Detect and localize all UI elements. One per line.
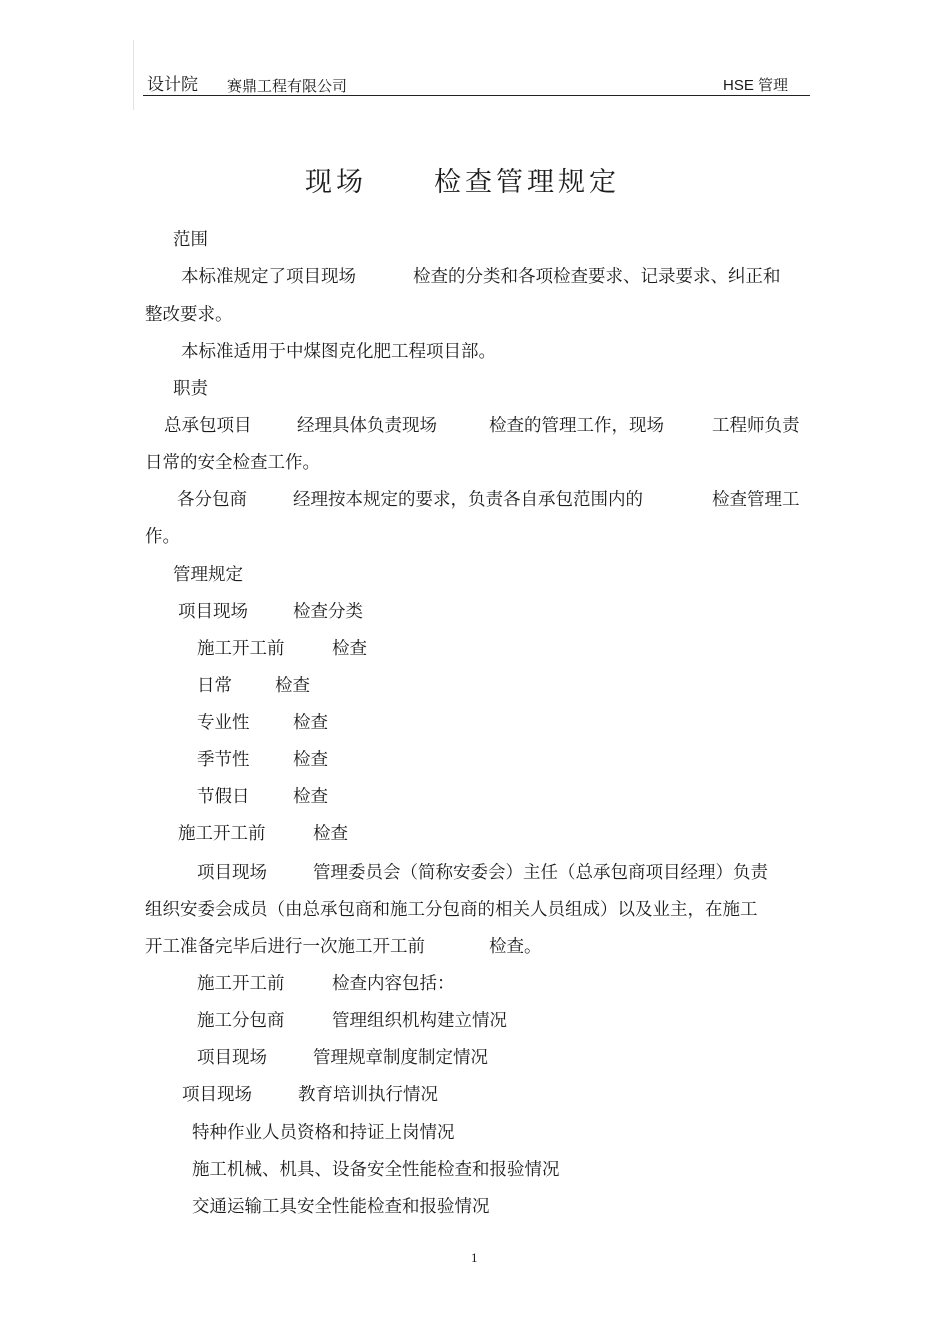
list-item: 施工开工前 — [197, 639, 285, 659]
list-item: 检查 — [332, 639, 367, 659]
paragraph-text: 组织安委会成员（由总承包商和施工分包商的相关人员组成）以及业主，在施工 — [145, 900, 758, 920]
list-item: 季节性 — [197, 750, 250, 770]
paragraph-text: 检查。 — [489, 937, 542, 957]
paragraph-text: 本标准适用于中煤图克化肥工程项目部。 — [181, 342, 496, 362]
list-item: 检查内容包括： — [332, 974, 455, 994]
document-title-part2: 检查管理规定 — [434, 167, 620, 198]
list-item: 检查分类 — [293, 602, 363, 622]
list-item: 项目现场 — [182, 1085, 252, 1105]
list-item: 交通运输工具安全性能检查和报验情况 — [192, 1197, 490, 1217]
paragraph-text: 工程师负责 — [712, 416, 800, 436]
margin-line — [133, 40, 134, 110]
paragraph-text: 总承包项目 — [164, 416, 252, 436]
list-item: 检查 — [313, 824, 348, 844]
list-item: 检查 — [293, 750, 328, 770]
heading-responsibilities: 职责 — [173, 379, 208, 399]
paragraph-text: 整改要求。 — [145, 305, 233, 325]
heading-management: 管理规定 — [173, 565, 243, 585]
paragraph-text: 检查的管理工作，现场 — [489, 416, 664, 436]
paragraph-text: 检查的分类和各项检查要求、记录要求、纠正和 — [413, 267, 781, 287]
document-title-part1: 现场 — [305, 167, 367, 198]
list-item: 管理规章制度制定情况 — [313, 1048, 488, 1068]
list-item: 管理组织机构建立情况 — [332, 1011, 507, 1031]
list-item: 施工开工前 — [178, 824, 266, 844]
header-section: HSE 管理 — [723, 77, 789, 94]
list-item: 施工开工前 — [197, 974, 285, 994]
heading-scope: 范围 — [173, 230, 208, 250]
paragraph-text: 项目现场 — [197, 863, 267, 883]
list-item: 日常 — [197, 676, 232, 696]
header-department: 设计院 — [147, 75, 198, 95]
list-item: 检查 — [293, 787, 328, 807]
list-item: 施工分包商 — [197, 1011, 285, 1031]
list-item: 检查 — [293, 713, 328, 733]
paragraph-text: 作。 — [145, 527, 180, 547]
header-rule — [143, 95, 810, 96]
list-item: 项目现场 — [178, 602, 248, 622]
paragraph-text: 经理具体负责现场 — [297, 416, 437, 436]
paragraph-text: 日常的安全检查工作。 — [145, 453, 320, 473]
paragraph-text: 本标准规定了项目现场 — [181, 267, 356, 287]
list-item: 检查 — [275, 676, 310, 696]
paragraph-text: 管理委员会（简称安委会）主任（总承包商项目经理）负责 — [313, 863, 768, 883]
header-company: 赛鼎工程有限公司 — [227, 77, 348, 95]
list-item: 教育培训执行情况 — [298, 1085, 438, 1105]
paragraph-text: 各分包商 — [177, 490, 247, 510]
list-item: 特种作业人员资格和持证上岗情况 — [192, 1123, 455, 1143]
list-item: 专业性 — [197, 713, 250, 733]
list-item: 节假日 — [197, 787, 250, 807]
paragraph-text: 开工准备完毕后进行一次施工开工前 — [145, 937, 425, 957]
page-number: 1 — [471, 1250, 478, 1265]
paragraph-text: 检查管理工 — [712, 490, 800, 510]
list-item: 施工机械、机具、设备安全性能检查和报验情况 — [192, 1160, 560, 1180]
list-item: 项目现场 — [197, 1048, 267, 1068]
paragraph-text: 经理按本规定的要求，负责各自承包范围内的 — [293, 490, 643, 510]
